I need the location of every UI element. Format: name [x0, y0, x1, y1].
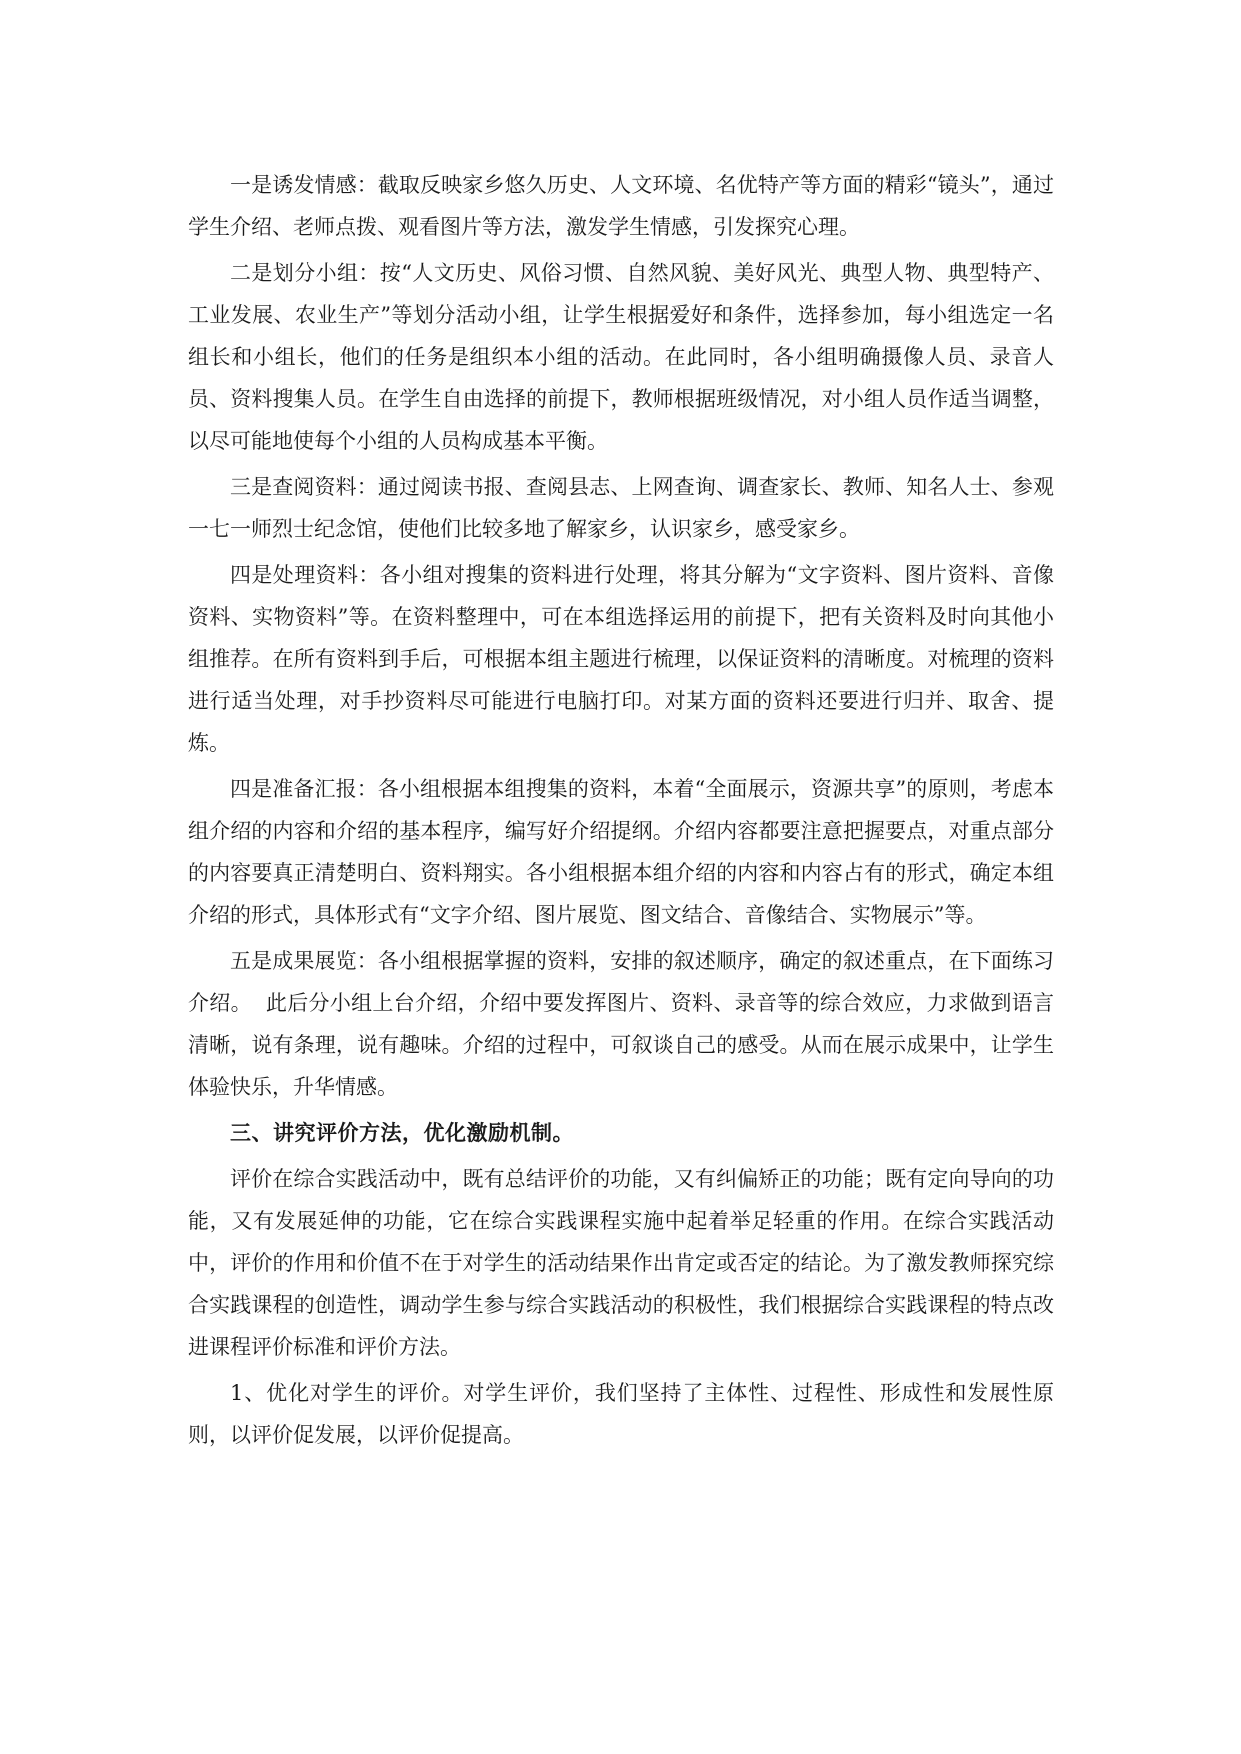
- paragraph-results-exhibition: 五是成果展览：各小组根据掌握的资料，安排的叙述顺序，确定的叙述重点，在下面练习介绍。 此后分小组上台介绍，介绍中要发挥图片、资料、录音等的综合效应，力求做到语言清晰，说有条理，说有趣味。介绍的过程中，可叙谈自己的感受。从而在展示成果中，让学生体验快乐，升华情感。: [188, 949, 1054, 1099]
- paragraph-prepare-report: 四是准备汇报：各小组根据本组搜集的资料，本着“全面展示，资源共享”的原则，考虑本组介绍的内容和介绍的基本程序，编写好介绍提纲。介绍内容都要注意把握要点，对重点部分的内容要真正清楚明白、资料翔实。各小组根据本组介绍的内容和内容占有的形式，确定本组介绍的形式，具体形式有“文字介绍、图片展览、图文结合、音像结合、实物展示”等。: [188, 777, 1054, 927]
- paragraph-consult-materials: 三是查阅资料：通过阅读书报、查阅县志、上网查询、调查家长、教师、知名人士、参观一七一师烈士纪念馆，使他们比较多地了解家乡，认识家乡，感受家乡。: [188, 475, 1054, 541]
- document-body: [188, 164, 1054, 1460]
- paragraph-divide-groups: 二是划分小组：按“人文历史、风俗习惯、自然风貌、美好风光、典型人物、典型特产、工业发展、农业生产”等划分活动小组，让学生根据爱好和条件，选择参加，每小组选定一名组长和小组长，他们的任务是组织本小组的活动。在此同时，各小组明确摄像人员、录音人员、资料搜集人员。在学生自由选择的前提下，教师根据班级情况，对小组人员作适当调整，以尽可能地使每个小组的人员构成基本平衡。: [188, 261, 1054, 453]
- paragraph-induce-emotion: 一是诱发情感：截取反映家乡悠久历史、人文环境、名优特产等方面的精彩“镜头”，通过学生介绍、老师点拨、观看图片等方法，激发学生情感，引发探究心理。: [188, 173, 1054, 239]
- section-heading: 三、讲究评价方法，优化激励机制。: [230, 1121, 574, 1145]
- paragraph-process-materials: 四是处理资料：各小组对搜集的资料进行处理，将其分解为“文字资料、图片资料、音像资料、实物资料”等。在资料整理中，可在本组选择运用的前提下，把有关资料及时向其他小组推荐。在所有资料到手后，可根据本组主题进行梳理，以保证资料的清晰度。对梳理的资料进行适当处理，对手抄资料尽可能进行电脑打印。对某方面的资料还要进行归并、取舍、提炼。: [188, 563, 1054, 755]
- paragraph-evaluation-role: 评价在综合实践活动中，既有总结评价的功能，又有纠偏矫正的功能；既有定向导向的功能，又有发展延伸的功能，它在综合实践课程实施中起着举足轻重的作用。在综合实践活动中，评价的作用和价值不在于对学生的活动结果作出肯定或否定的结论。为了激发教师探究综合实践课程的创造性，调动学生参与综合实践活动的积极性，我们根据综合实践课程的特点改进课程评价标准和评价方法。: [188, 1167, 1054, 1359]
- paragraph-student-evaluation: 1、优化对学生的评价。对学生评价，我们坚持了主体性、过程性、形成性和发展性原则，以评价促发展，以评价促提高。: [188, 1381, 1054, 1447]
